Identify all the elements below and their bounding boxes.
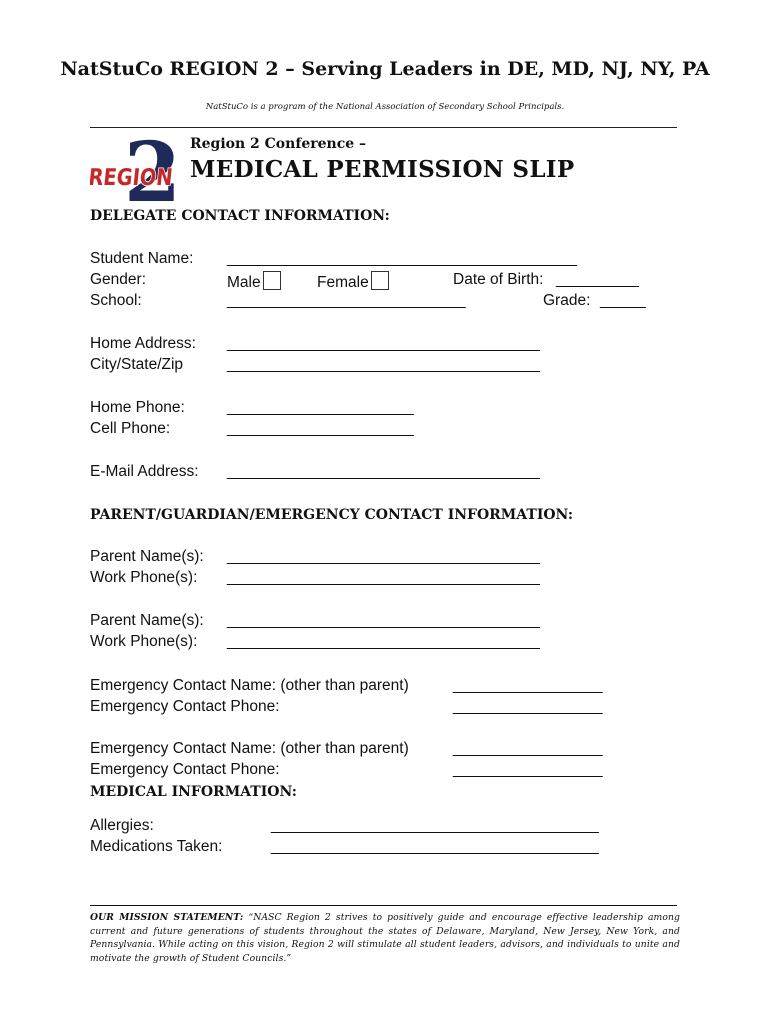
logo-numeral: 2 [124, 135, 180, 205]
work-phone-field-2[interactable]: __________________________________________ [227, 633, 539, 650]
emergency-phone-field-2[interactable]: ____________________ [453, 761, 602, 778]
delegate-heading: DELEGATE CONTACT INFORMATION: [90, 208, 390, 224]
email-label: E-Mail Address: [90, 463, 199, 480]
medical-heading: MEDICAL INFORMATION: [90, 784, 297, 800]
allergies-field[interactable]: ____________________________________________ [271, 817, 598, 834]
emergency-phone-field-1[interactable]: ____________________ [453, 698, 602, 715]
emergency-name-field-1[interactable]: ____________________ [453, 677, 602, 694]
mission-divider [90, 905, 677, 906]
emergency-name-field-2[interactable]: ____________________ [453, 740, 602, 757]
parent-name-label-1: Parent Name(s): [90, 548, 204, 565]
female-option[interactable] [317, 271, 389, 292]
dob-label: Date of Birth: [453, 271, 544, 288]
parent-name-field-1[interactable]: __________________________________________ [227, 548, 539, 565]
parent-name-field-2[interactable]: __________________________________________ [227, 612, 539, 629]
dob-field[interactable]: ___________ [556, 271, 638, 288]
mission-label: OUR MISSION STATEMENT: [90, 912, 244, 923]
work-phone-label-2: Work Phone(s): [90, 633, 198, 650]
medications-field[interactable]: ____________________________________________ [271, 838, 598, 855]
city-state-zip-label: City/State/Zip [90, 356, 184, 373]
male-checkbox[interactable] [263, 271, 281, 290]
medications-label: Medications Taken: [90, 838, 223, 855]
city-state-zip-field[interactable]: __________________________________________ [227, 356, 539, 373]
student-name-label: Student Name: [90, 250, 194, 267]
emergency-name-label-2: Emergency Contact Name: (other than parent) [90, 740, 409, 757]
grade-label: Grade: [543, 292, 591, 309]
home-address-field[interactable]: __________________________________________ [227, 335, 539, 352]
female-label: Female [317, 274, 369, 291]
cell-phone-label: Cell Phone: [90, 420, 171, 437]
female-checkbox[interactable] [371, 271, 389, 290]
emergency-phone-label-1: Emergency Contact Phone: [90, 698, 280, 715]
allergies-label: Allergies: [90, 817, 154, 834]
form-title: MEDICAL PERMISSION SLIP [190, 156, 575, 183]
header-divider [90, 127, 677, 128]
grade-field[interactable]: ______ [600, 292, 645, 309]
work-phone-label-1: Work Phone(s): [90, 569, 198, 586]
male-option[interactable] [227, 271, 281, 292]
page-title: NatStuCo REGION 2 – Serving Leaders in DE, MD, NJ, NY, PA [60, 58, 710, 80]
conference-label: Region 2 Conference – [190, 136, 367, 152]
cell-phone-field[interactable]: _________________________ [227, 420, 413, 437]
home-phone-field[interactable]: _________________________ [227, 399, 413, 416]
parent-heading: PARENT/GUARDIAN/EMERGENCY CONTACT INFORMATION: [90, 507, 574, 523]
work-phone-field-1[interactable]: __________________________________________ [227, 569, 539, 586]
mission-text: “NASC Region 2 strives to positively guide and encourage effective leadership among current and future generations of students throughout the states of Delaware, Maryland, New Jersey, New York, and Pennsylvania. While acting on this vision, Region 2 will stimulate all student leaders, advisors, and individuals to unite and motivate the growth of Student Councils.” [90, 912, 680, 964]
email-field[interactable]: __________________________________________ [227, 463, 539, 480]
mission-statement [90, 911, 680, 965]
parent-name-label-2: Parent Name(s): [90, 612, 204, 629]
home-address-label: Home Address: [90, 335, 196, 352]
logo-text: REGION [90, 165, 180, 191]
gender-label: Gender: [90, 271, 147, 288]
page-subtitle: NatStuCo is a program of the National Association of Secondary School Principals. [205, 102, 565, 112]
school-label: School: [90, 292, 142, 309]
home-phone-label: Home Phone: [90, 399, 185, 416]
school-field[interactable]: ________________________________ [227, 292, 465, 309]
emergency-phone-label-2: Emergency Contact Phone: [90, 761, 280, 778]
region-2-logo [90, 135, 180, 205]
male-label: Male [227, 274, 261, 291]
emergency-name-label-1: Emergency Contact Name: (other than parent) [90, 677, 409, 694]
student-name-field[interactable]: _______________________________________________ [227, 250, 576, 267]
